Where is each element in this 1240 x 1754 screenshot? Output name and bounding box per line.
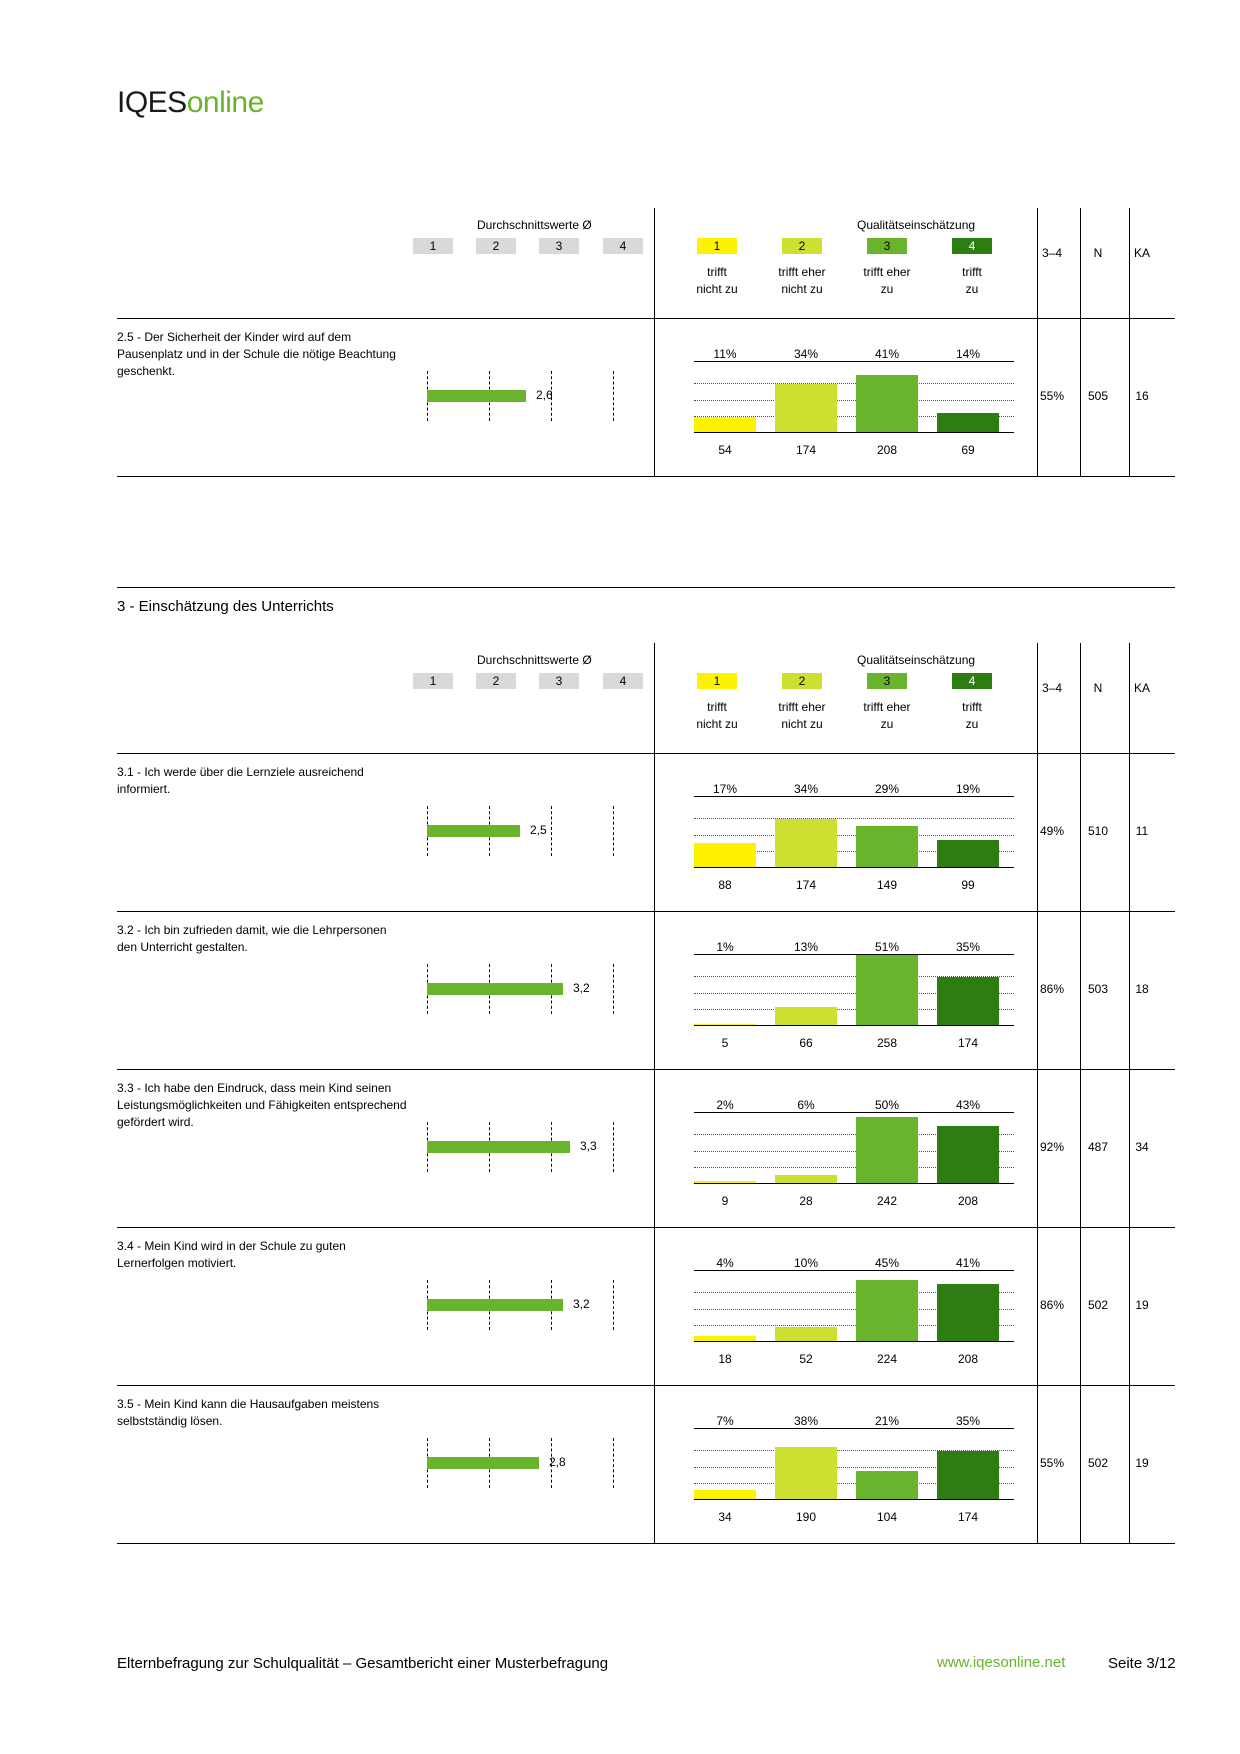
avg-scale-3: 3: [539, 673, 579, 689]
percent-3-4: 86%: [1039, 1298, 1065, 1312]
quality-scale-4: 4: [952, 673, 992, 689]
count-label: 99: [961, 878, 975, 892]
quality-label-1: trifft nicht zu: [696, 700, 738, 731]
average-bar: [427, 825, 520, 837]
column-divider: [1080, 208, 1081, 318]
count-label: 9: [721, 1194, 729, 1208]
column-divider: [654, 754, 655, 911]
average-bar-chart: [427, 371, 627, 421]
percent-label: 38%: [793, 1414, 819, 1428]
percent-label: 35%: [955, 1414, 981, 1428]
average-bar: [427, 983, 563, 995]
distribution-bar-1: [694, 1336, 756, 1341]
percent-label: 17%: [712, 782, 738, 796]
percent-3-4: 55%: [1039, 1456, 1065, 1470]
quality-label-2: trifft eher nicht zu: [778, 265, 826, 296]
quality-label-1: trifft nicht zu: [696, 265, 738, 296]
distribution-bar-2: [775, 1327, 837, 1341]
column-divider: [654, 643, 655, 753]
percent-label: 51%: [874, 940, 900, 954]
question-text: 2.5 - Der Sicherheit der Kinder wird auf dem Pausenplatz und in der Schule die nötige Beachtung geschenkt.: [117, 330, 396, 378]
percent-label: 19%: [955, 782, 981, 796]
column-divider: [654, 1386, 655, 1543]
avg-tick: [613, 964, 615, 1014]
percent-3-4: 86%: [1039, 982, 1065, 996]
distribution-bar-2: [775, 819, 837, 867]
average-bar-chart: [427, 1438, 627, 1488]
distribution-chart: [684, 1228, 1014, 1385]
gridline: [694, 796, 1014, 797]
question-text: 3.5 - Mein Kind kann die Hausaufgaben meistens selbstständig lösen.: [117, 1397, 380, 1428]
average-value: 3,3: [580, 1139, 597, 1153]
column-divider: [1080, 643, 1081, 753]
percent-label: 34%: [793, 782, 819, 796]
count-label: 174: [795, 878, 817, 892]
avg-tick: [551, 806, 553, 856]
distribution-bar-1: [694, 1024, 756, 1025]
n-value: 510: [1087, 824, 1109, 838]
count-label: 242: [876, 1194, 898, 1208]
count-label: 149: [876, 878, 898, 892]
table-header: [117, 208, 1175, 319]
gridline: [694, 1341, 1014, 1342]
gridline: [694, 400, 1014, 401]
distribution-bar-4: [937, 1451, 999, 1499]
percent-label: 1%: [716, 940, 734, 954]
avg-scale-1: 1: [413, 238, 453, 254]
average-value: 3,2: [573, 981, 590, 995]
gridline: [694, 361, 1014, 362]
average-bar-chart: [427, 1280, 627, 1330]
count-label: 52: [799, 1352, 813, 1366]
gridline: [694, 835, 1014, 836]
quality-title: Qualitätseinschätzung: [857, 218, 976, 232]
distribution-bar-3: [856, 1117, 918, 1183]
avg-scale-2: 2: [476, 238, 516, 254]
question-text: 3.4 - Mein Kind wird in der Schule zu guten Lernerfolgen motiviert.: [117, 1239, 346, 1270]
percent-label: 29%: [874, 782, 900, 796]
ka-value: 11: [1135, 824, 1149, 838]
count-label: 208: [957, 1352, 979, 1366]
count-label: 258: [876, 1036, 898, 1050]
average-value: 2,6: [536, 388, 553, 402]
percent-label: 35%: [955, 940, 981, 954]
gridline: [694, 432, 1014, 433]
question-row: [117, 1386, 1175, 1544]
percent-label: 4%: [716, 1256, 734, 1270]
percent-label: 2%: [716, 1098, 734, 1112]
percent-3-4: 92%: [1039, 1140, 1065, 1154]
quality-scale-1: 1: [697, 238, 737, 254]
question-row: [117, 1070, 1175, 1228]
distribution-bar-3: [856, 826, 918, 867]
distribution-bar-4: [937, 1126, 999, 1183]
distribution-bar-4: [937, 840, 999, 867]
ka-value: 19: [1135, 1298, 1149, 1312]
avg-tick: [613, 371, 615, 421]
footer-page-number: Seite 3/12: [1108, 1655, 1176, 1672]
gridline: [694, 1112, 1014, 1113]
table-block-section-3: [117, 643, 1175, 1544]
count-label: 224: [876, 1352, 898, 1366]
column-divider: [654, 1228, 655, 1385]
column-divider: [654, 1070, 655, 1227]
count-label: 174: [957, 1510, 979, 1524]
column-divider: [1037, 643, 1038, 753]
avg-scale-4: 4: [603, 673, 643, 689]
ka-value: 19: [1135, 1456, 1149, 1470]
average-value: 2,8: [549, 1455, 566, 1469]
col-ka-header: KA: [1133, 246, 1150, 260]
distribution-bar-3: [856, 1280, 918, 1341]
count-label: 66: [799, 1036, 813, 1050]
distribution-bar-1: [694, 843, 756, 867]
logo-part-1: IQES: [117, 86, 187, 119]
quality-scale-2: 2: [782, 238, 822, 254]
count-label: 18: [718, 1352, 732, 1366]
ka-value: 34: [1135, 1140, 1149, 1154]
distribution-chart: [684, 319, 1014, 476]
quality-label-2: trifft eher nicht zu: [778, 700, 826, 731]
col-ka-header: KA: [1133, 681, 1150, 695]
avg-tick: [613, 1122, 615, 1172]
gridline: [694, 383, 1014, 384]
section-title: 3 - Einschätzung des Unterrichts: [117, 598, 334, 615]
percent-label: 45%: [874, 1256, 900, 1270]
table-block-2-5: [117, 208, 1175, 477]
avg-tick: [613, 806, 615, 856]
distribution-bar-2: [775, 1447, 837, 1499]
ka-value: 18: [1135, 982, 1149, 996]
footer-title: Elternbefragung zur Schulqualität – Gesamtbericht einer Musterbefragung: [117, 1655, 609, 1672]
distribution-bar-2: [775, 1007, 837, 1025]
gridline: [694, 1270, 1014, 1271]
count-label: 69: [961, 443, 975, 457]
avg-title: Durchschnittswerte Ø: [477, 653, 592, 667]
question-text: 3.2 - Ich bin zufrieden damit, wie die Lehrpersonen den Unterricht gestalten.: [117, 923, 387, 954]
footer-url[interactable]: www.iqesonline.net: [937, 1654, 1066, 1671]
percent-label: 43%: [955, 1098, 981, 1112]
average-bar: [427, 1299, 563, 1311]
count-label: 5: [721, 1036, 729, 1050]
avg-tick: [613, 1280, 615, 1330]
percent-label: 13%: [793, 940, 819, 954]
distribution-bar-4: [937, 413, 999, 432]
count-label: 28: [799, 1194, 813, 1208]
percent-label: 34%: [793, 347, 819, 361]
quality-title: Qualitätseinschätzung: [857, 653, 976, 667]
gridline: [694, 954, 1014, 955]
distribution-bar-3: [856, 955, 918, 1025]
quality-label-4: trifft zu: [962, 265, 982, 296]
quality-label-4: trifft zu: [962, 700, 982, 731]
quality-label-3: trifft eher zu: [863, 700, 911, 731]
percent-label: 11%: [713, 347, 737, 361]
column-divider: [1037, 208, 1038, 318]
distribution-chart: [684, 912, 1014, 1069]
percent-3-4: 55%: [1039, 389, 1065, 403]
distribution-bar-1: [694, 417, 756, 432]
average-bar-chart: [427, 806, 627, 856]
question-row: [117, 319, 1175, 477]
question-text: 3.3 - Ich habe den Eindruck, dass mein Kind seinen Leistungsmöglichkeiten und Fähigkeiten entsprechend gefördert wird.: [117, 1081, 407, 1129]
table-header: [117, 643, 1175, 754]
distribution-bar-1: [694, 1490, 756, 1499]
count-label: 190: [795, 1510, 817, 1524]
avg-tick: [613, 1438, 615, 1488]
percent-label: 10%: [793, 1256, 819, 1270]
avg-title: Durchschnittswerte Ø: [477, 218, 592, 232]
column-divider: [1129, 643, 1130, 753]
avg-scale-2: 2: [476, 673, 516, 689]
count-label: 174: [957, 1036, 979, 1050]
question-row: [117, 754, 1175, 912]
gridline: [694, 818, 1014, 819]
average-bar-chart: [427, 964, 627, 1014]
average-bar: [427, 1141, 570, 1153]
distribution-chart: [684, 1386, 1014, 1543]
gridline: [694, 867, 1014, 868]
col-3-4-header: 3–4: [1041, 681, 1063, 695]
logo-part-2: online: [186, 86, 264, 119]
distribution-bar-4: [937, 1284, 999, 1341]
question-row: [117, 912, 1175, 1070]
quality-scale-3: 3: [867, 238, 907, 254]
count-label: 174: [795, 443, 817, 457]
count-label: 34: [718, 1510, 732, 1524]
col-n-header: N: [1093, 681, 1103, 695]
percent-label: 50%: [874, 1098, 900, 1112]
column-divider: [654, 912, 655, 1069]
count-label: 208: [957, 1194, 979, 1208]
percent-label: 6%: [797, 1098, 815, 1112]
average-value: 3,2: [573, 1297, 590, 1311]
distribution-bar-2: [775, 1175, 837, 1183]
average-bar: [427, 390, 526, 402]
question-text: 3.1 - Ich werde über die Lernziele ausreichend informiert.: [117, 765, 364, 796]
average-value: 2,5: [530, 823, 547, 837]
distribution-bar-2: [775, 384, 837, 432]
percent-label: 21%: [874, 1414, 900, 1428]
quality-label-3: trifft eher zu: [863, 265, 911, 296]
distribution-bar-3: [856, 1471, 918, 1499]
percent-label: 14%: [955, 347, 981, 361]
distribution-bar-1: [694, 1181, 756, 1183]
column-divider: [654, 319, 655, 476]
col-3-4-header: 3–4: [1041, 246, 1063, 260]
avg-scale-3: 3: [539, 238, 579, 254]
percent-label: 41%: [955, 1256, 981, 1270]
n-value: 505: [1087, 389, 1109, 403]
quality-scale-1: 1: [697, 673, 737, 689]
count-label: 208: [876, 443, 898, 457]
iqes-logo: [117, 86, 264, 120]
count-label: 88: [718, 878, 732, 892]
average-bar: [427, 1457, 539, 1469]
avg-scale-1: 1: [413, 673, 453, 689]
gridline: [694, 1025, 1014, 1026]
distribution-bar-3: [856, 375, 918, 432]
average-bar-chart: [427, 1122, 627, 1172]
quality-scale-3: 3: [867, 673, 907, 689]
gridline: [694, 1428, 1014, 1429]
column-divider: [1129, 208, 1130, 318]
distribution-bar-4: [937, 977, 999, 1025]
gridline: [694, 1499, 1014, 1500]
n-value: 503: [1087, 982, 1109, 996]
count-label: 54: [718, 443, 732, 457]
quality-scale-2: 2: [782, 673, 822, 689]
quality-scale-4: 4: [952, 238, 992, 254]
column-divider: [654, 208, 655, 318]
question-row: [117, 1228, 1175, 1386]
ka-value: 16: [1135, 389, 1149, 403]
distribution-chart: [684, 754, 1014, 911]
n-value: 502: [1087, 1456, 1109, 1470]
n-value: 487: [1087, 1140, 1109, 1154]
avg-scale-4: 4: [603, 238, 643, 254]
percent-label: 7%: [716, 1414, 734, 1428]
percent-3-4: 49%: [1039, 824, 1065, 838]
gridline: [694, 1183, 1014, 1184]
section-divider: [117, 587, 1175, 588]
col-n-header: N: [1093, 246, 1103, 260]
distribution-chart: [684, 1070, 1014, 1227]
count-label: 104: [876, 1510, 898, 1524]
percent-label: 41%: [874, 347, 900, 361]
n-value: 502: [1087, 1298, 1109, 1312]
